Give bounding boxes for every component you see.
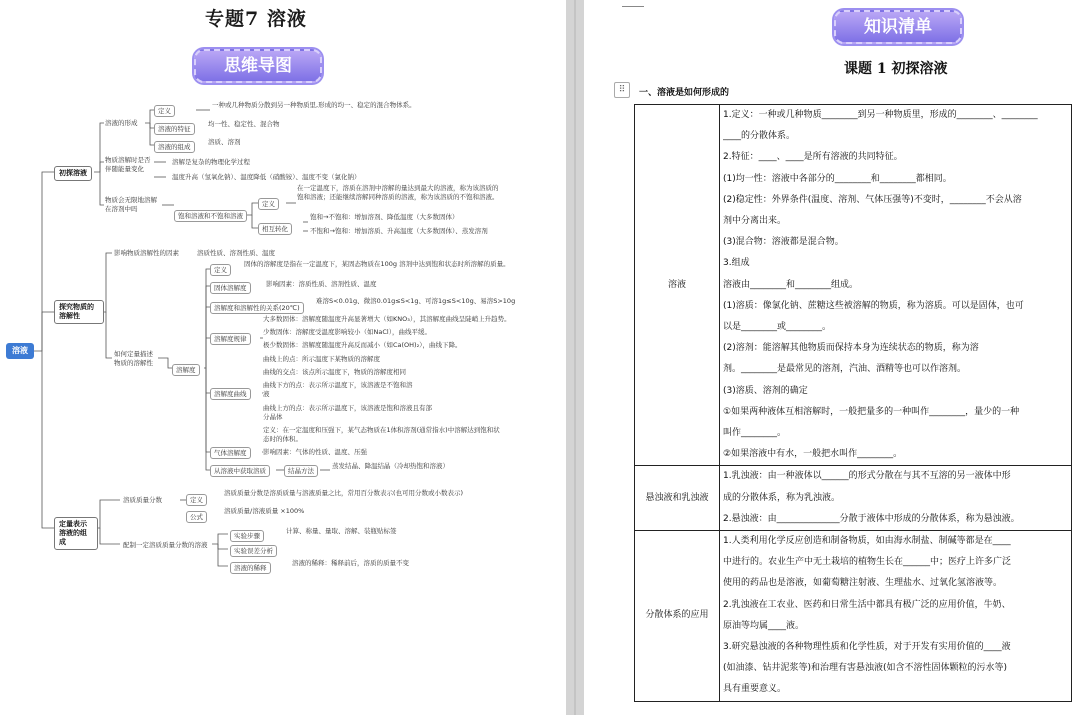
text-steps: 计算、称量、量取、溶解、装瓶贴标签	[286, 527, 397, 535]
content-line: 2.乳浊液在工农业、医药和日常生活中都具有极广泛的应用价值，牛奶、	[723, 599, 1011, 610]
row-label: 分散体系的应用	[635, 531, 720, 702]
text-curve-3a: 曲线下方的点：表示所示温度下，该溶液是不饱和溶	[263, 381, 413, 389]
text-compose: 溶质、溶剂	[208, 138, 241, 146]
content-line: (2)溶剂：能溶解其他物质而保持本身为连续状态的物质，称为溶	[723, 343, 979, 354]
node-definition: 定义	[154, 105, 175, 117]
text-curve-1: 曲线上的点：所示温度下某物质的溶解度	[263, 355, 380, 363]
node-solubility-factor: 影响物质溶解性的因素	[114, 249, 179, 257]
text-curve-3b: 液	[263, 390, 270, 398]
text-relation: 难溶S<0.01g、微溶0.01g≤S<1g、可溶1g≤S<10g、易溶S>10g	[316, 297, 516, 305]
mind-map-root: 溶液	[6, 343, 34, 359]
mind-map-banner: 思维导图	[194, 49, 322, 83]
content-line: ①如果两种液体互相溶解时，一般把量多的一种叫作________，量少的一种	[723, 406, 1020, 417]
branch-intro-solution: 初探溶液	[54, 166, 92, 181]
content-line: (3)溶质、溶剂的确定	[723, 385, 808, 396]
row-content	[720, 466, 1072, 531]
content-line: 叫作________。	[723, 428, 787, 439]
node-formula: 公式	[186, 511, 207, 523]
content-line: (2)稳定性：外界条件(温度、溶剂、气体压强等)不变时，________不会从溶	[723, 194, 1022, 205]
node-feature: 溶液的特征	[154, 123, 195, 135]
text-gas-def-2: 态时的体积。	[263, 435, 302, 443]
node-prepare: 配制一定溶质质量分数的溶液	[123, 541, 208, 549]
text-curve-2: 曲线的交点：该点所示温度下，物质的溶解度相同	[263, 368, 406, 376]
section-heading: 一、溶液是如何形成的	[639, 88, 730, 98]
text-dilute: 溶液的稀释：稀释前后，溶质的质量不变	[292, 559, 409, 567]
content-line: (如油漆、钻井泥浆等)和治理有害悬浊液(如含不溶性固体颗粒的污水等)	[723, 663, 1008, 674]
content-line: 3.研究悬浊液的各种物理性质和化学性质，对于开发有实用价值的____液	[723, 642, 1011, 653]
content-line: 剂中分离出来。	[723, 216, 787, 227]
page-top-mark	[622, 0, 644, 7]
text-rule-1: 大多数固体：溶解度随温度升高显著增大（如KNO₃），其溶解度曲线呈陡峭上升趋势。	[263, 315, 511, 323]
knowledge-banner: 知识清单	[834, 10, 962, 44]
text-sol-def: 固体的溶解度是指在一定温度下，某固态物质在100g 溶剂中达到饱和状态时所溶解的质量。	[244, 260, 510, 268]
content-line: 2.特征：____、____是所有溶液的共同特征。	[723, 152, 903, 163]
content-line: ____的分散体系。	[723, 131, 796, 142]
node-error: 实验误差分析	[230, 545, 277, 557]
content-line: 1.定义：一种或几种物质________到另一种物质里，形成的________、________	[723, 110, 1038, 120]
row-label: 溶液	[635, 105, 720, 466]
node-rule: 溶解度规律	[210, 333, 251, 345]
node-dilute: 溶液的稀释	[230, 562, 271, 574]
text-solubility-factor: 溶质性质、溶剂性质、温度	[197, 249, 275, 257]
page-gutter	[566, 0, 584, 715]
branch-quantitative: 定量表示溶液的组成	[54, 517, 98, 550]
content-line: 溶液由________和________组成。	[723, 279, 859, 290]
node-energy-2: 伴随能量变化	[105, 165, 144, 173]
node-crystal: 从溶液中获取溶质	[210, 465, 270, 477]
node-crystal-method: 结晶方法	[284, 465, 318, 477]
node-relation: 溶解度和溶解性的关系(20℃)	[210, 302, 304, 314]
content-line: (1)溶质：像氯化钠、蔗糖这些被溶解的物质，称为溶质。可以是固体，也可	[723, 300, 1024, 311]
node-energy-1: 物质溶解时是否	[105, 156, 151, 164]
text-convert-1: 饱和→不饱和：增加溶剂、降低温度（大多数固体）	[310, 213, 459, 221]
row-content	[720, 531, 1072, 702]
text-formula: 溶质质量/溶液质量 ×100%	[224, 507, 305, 515]
content-line: 以是________或________。	[723, 322, 832, 333]
text-rule-2: 少数固体：溶解度受温度影响较小（如NaCl），曲线平缓。	[263, 328, 431, 336]
content-line: 2.悬浊液：由______________分散于液体中形成的分散体系，称为悬浊液。	[723, 513, 1020, 524]
content-line: 原油等均属____液。	[723, 620, 805, 631]
node-solid-sol: 固体溶解度	[210, 282, 251, 294]
table-row	[635, 466, 1072, 531]
text-gas-factor: 影响因素：气体的性质、温度、压强	[263, 448, 367, 456]
text-curve-4a: 曲线上方的点：表示所示温度下，该溶液是饱和溶液且有部	[263, 404, 432, 412]
content-line: 1.人类利用化学反应创造和制备物质，如由海水制盐、制碱等都是在____	[723, 536, 1011, 547]
node-curve: 溶解度曲线	[210, 388, 251, 400]
page-title: 专题7 溶液	[205, 8, 307, 30]
text-energy-2: 温度升高（氢氧化钠）、温度降低（硝酸铵）、温度不变（氯化钠）	[172, 173, 361, 181]
lesson-title: 课题 1 初探溶液	[844, 61, 948, 77]
node-sol-def: 定义	[210, 264, 231, 276]
content-line: 具有重要意义。	[723, 684, 787, 695]
content-line: 中进行的。农业生产中无土栽培的植物生长在______中；医疗上许多广泛	[723, 557, 1012, 568]
text-feature: 均一性、稳定性、混合物	[208, 120, 280, 128]
table-row	[635, 531, 1072, 702]
content-line: (3)混合物：溶液都是混合物。	[723, 237, 844, 248]
node-convert: 相互转化	[258, 223, 292, 235]
node-compose: 溶液的组成	[154, 141, 195, 153]
content-line: 成的分散体系，称为乳浊液。	[723, 492, 841, 503]
node-saturated: 饱和溶液和不饱和溶液	[174, 210, 247, 222]
text-sat-def-1: 在一定温度下，溶质在溶剂中溶解的量达到最大的溶液，称为该溶质的	[297, 184, 499, 192]
node-steps: 实验步骤	[230, 530, 264, 542]
node-unlimited-2: 在溶剂中吗	[105, 205, 138, 213]
text-convert-2: 不饱和→饱和：增加溶质、升高温度（大多数固体）、蒸发溶剂	[310, 227, 488, 235]
row-label: 悬浊液和乳浊液	[635, 466, 720, 531]
node-mass-def: 定义	[186, 494, 207, 506]
content-line: (1)均一性：溶液中各部分的________和________都相同。	[723, 173, 952, 184]
content-line: 剂。________是最常见的溶剂，汽油、酒精等也可以作溶剂。	[723, 364, 967, 375]
node-describe-1: 如何定量描述	[114, 350, 153, 358]
table-row	[635, 105, 1072, 466]
node-unlimited-1: 物质会无限地溶解	[105, 196, 157, 204]
content-line: 3.组成	[723, 258, 750, 269]
content-line: ②如果溶液中有水，一般把水叫作________。	[723, 449, 903, 460]
node-solubility: 溶解度	[172, 364, 200, 376]
text-gas-def-1: 定义：在一定温度和压强下，某气态物质在1体积溶剂(通常指水)中溶解达到饱和状	[263, 426, 500, 434]
text-mass-def: 溶质质量分数是溶质质量与溶液质量之比，常用百分数表示(也可用分数或小数表示)	[224, 489, 464, 497]
drag-handle-icon[interactable]: ⠿	[614, 82, 630, 98]
node-gas-sol: 气体溶解度	[210, 447, 251, 459]
node-mass-fraction: 溶质质量分数	[123, 496, 162, 504]
right-page-knowledge-list	[584, 0, 1080, 715]
row-content	[720, 105, 1072, 466]
node-formation: 溶液的形成	[105, 119, 138, 127]
knowledge-table	[634, 104, 1072, 702]
text-curve-4b: 分晶体	[263, 413, 283, 421]
text-crystal: 蒸发结晶、降温结晶（冷却热饱和溶液）	[332, 462, 449, 470]
content-line: 1.乳浊液：由一种液体以______的形式分散在与其不互溶的另一液体中形	[723, 471, 1011, 482]
node-describe-2: 物质的溶解性	[114, 359, 153, 367]
text-definition: 一种或几种物质分散到另一种物质里,形成的均一、稳定的混合物体系。	[212, 101, 416, 109]
branch-solubility: 探究物质的溶解性	[54, 300, 104, 324]
text-sat-def-2: 饱和溶液；还能继续溶解同种溶质的溶液，称为该溶质的不饱和溶液。	[297, 193, 499, 201]
text-energy-1: 溶解是复杂的物理化学过程	[172, 158, 250, 166]
text-rule-3: 极少数固体：溶解度随温度升高反而减小（如Ca(OH)₂），曲线下降。	[263, 341, 462, 349]
node-sat-def: 定义	[258, 198, 279, 210]
text-solid-sol: 影响因素：溶质性质、溶剂性质、温度	[266, 280, 377, 288]
content-line: 使用的药品也是溶液，如葡萄糖注射液、生理盐水、过氧化氢溶液等。	[723, 578, 1003, 589]
